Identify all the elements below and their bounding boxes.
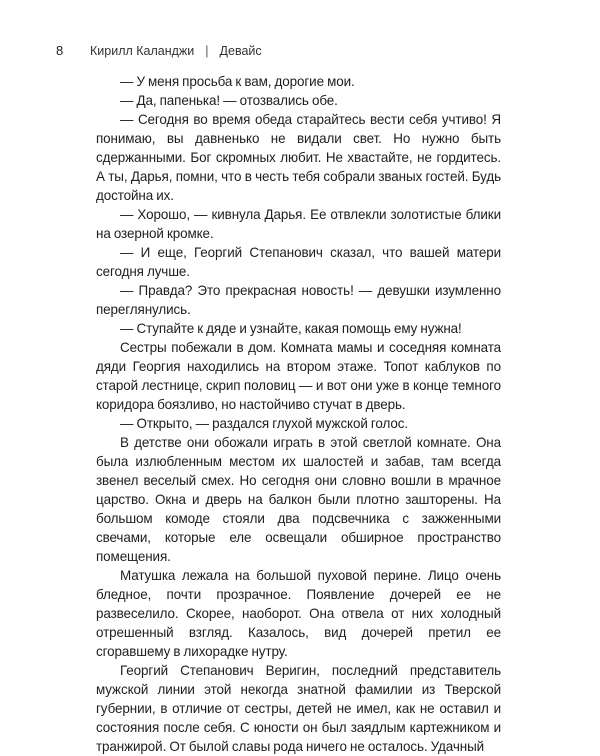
running-head-separator: |	[205, 44, 209, 58]
running-head	[56, 43, 262, 61]
paragraph: — Открыто, — раздался глухой мужской голос.	[120, 416, 409, 431]
paragraph: — И еще, Георгий Степанович сказал, что вашей матери сегодня лучше.	[96, 245, 501, 279]
paragraph: В детстве они обожали играть в этой светлой комнате. Она была излюбленным местом их шалостей и забав, там всегда звенел веселый смех. Но сегодня они словно вошли в мрачное царство. Окна и дверь на балкон были плотно зашторены. На большом комоде стояли два подсвечника с зажженными свечами, которые еле освещали обширное пространство помещения.	[96, 435, 501, 564]
paragraph: — У меня просьба к вам, дорогие мои.	[120, 74, 355, 89]
paragraph: — Да, папенька! — отозвались обе.	[120, 93, 338, 108]
running-head-title: Девайс	[219, 44, 262, 58]
paragraph: — Ступайте к дяде и узнайте, какая помощь ему нужна!	[120, 321, 462, 336]
page-number: 8	[56, 43, 64, 58]
paragraph: Георгий Степанович Веригин, последний представитель мужской линии этой некогда знатной фамилии из Тверской губернии, в отличие от сестры, детей не имел, как не оставил и состояния после себя. С юности он был заядлым картежником и транжирой. От былой славы рода ничего не осталось. Удачный	[96, 663, 501, 754]
paragraph: — Правда? Это прекрасная новость! — девушки изумленно переглянулись.	[96, 283, 501, 317]
running-head-author: Кирилл Каланджи	[90, 44, 195, 58]
body-text	[96, 72, 501, 756]
paragraph: Сестры побежали в дом. Комната мамы и соседняя комната дяди Георгия находились на втором этаже. Топот каблуков по старой лестнице, скрип половиц — и вот они уже в конце темного коридора боязливо, но настойчиво стучат в дверь.	[96, 340, 501, 412]
paragraph: Матушка лежала на большой пуховой перине. Лицо очень бледное, почти прозрачное. Появление дочерей ее не развеселило. Скорее, наоборот. Она отвела от них холодный отрешенный взгляд. Казалось, вид дочерей претил ее сгоравшему в лихорадке нутру.	[96, 568, 501, 659]
paragraph: — Сегодня во время обеда старайтесь вести себя учтиво! Я понимаю, вы давненько не видали свет. Но нужно быть сдержанными. Бог скромных любит. Не хвастайте, не гордитесь. А ты, Дарья, помни, что в честь тебя собрали званых гостей. Будь достойна их.	[96, 112, 501, 203]
paragraph: — Хорошо, — кивнула Дарья. Ее отвлекли золотистые блики на озерной кромке.	[96, 207, 501, 241]
